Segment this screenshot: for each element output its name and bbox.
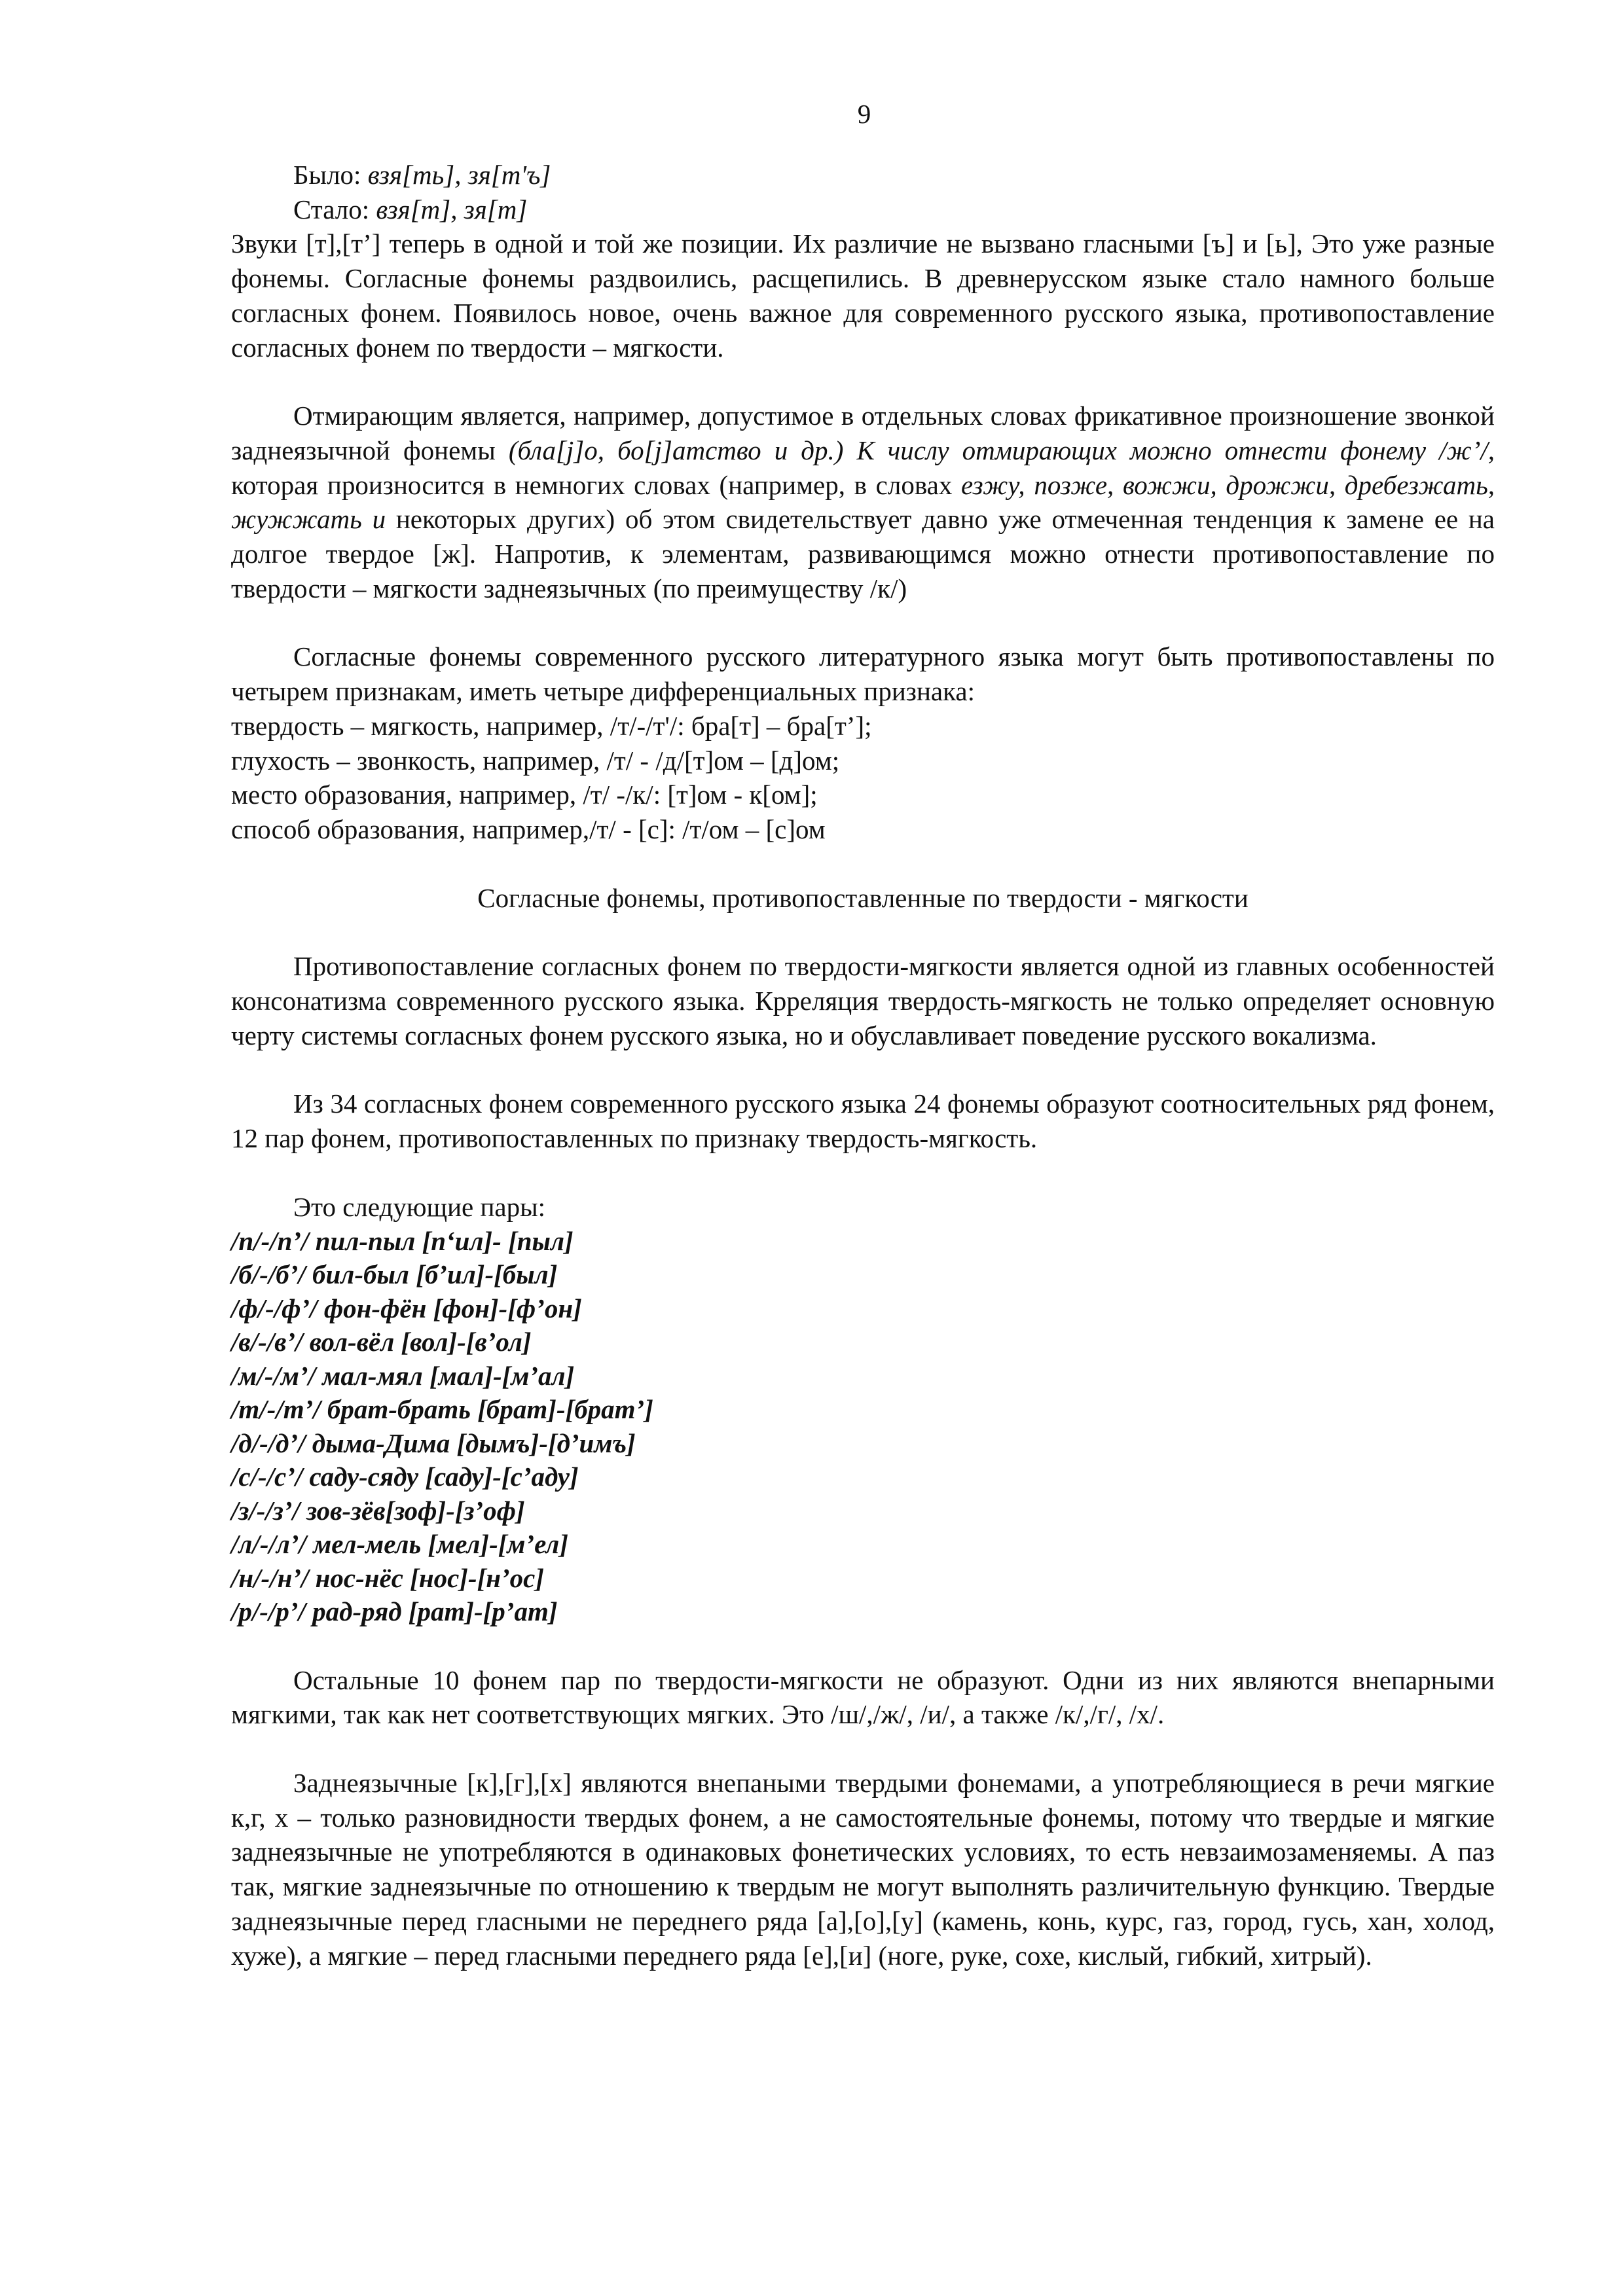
paragraph-5: Из 34 согласных фонем современного русского языка 24 фонемы образуют соотносительных ряд фонем, 12 пар фонем, противопоставленных по признаку твердость-мягкость. [231,1088,1495,1154]
phoneme-pair: /л/-/л’/ мел-мель [мел]-[м’ел] [231,1529,568,1560]
feature-list [231,709,1495,847]
paragraph-2-text-1: Отмирающим является, например, допустимое в отдельных словах фрикативное произношение звонкой заднеязычной фонемы [231,401,1495,465]
feature-line: способ образования, например,/т/ - [с]: /т/ом – [с]ом [231,814,826,844]
phoneme-pair: /ф/-/ф’/ фон-фён [фон]-[ф’он] [231,1293,582,1323]
page-number: 9 [857,99,871,129]
paragraph-6: Остальные 10 фонем пар по твердости-мягкости не образуют. Одни из них являются внепарными мягкими, так как нет соответствующих мягких. Это /ш/,/ж/, /и/, а также /к/,/г/, /х/. [231,1664,1495,1730]
paragraph-3-intro: Согласные фонемы современного русского литературного языка могут быть противопоставлены по четырем признакам, иметь четыре дифференциальных признака: [231,641,1495,707]
feature-line: место образования, например, /т/ -/к/: [т]ом - к[ом]; [231,780,818,810]
paragraph-4: Противопоставление согласных фонем по твердости-мягкости является одной из главных особенностей консонатизма современного русского языка. Крреляция твердость-мягкость не только определяет основную черту системы согласных фонем русского языка, но и обуславливает поведение русского вокализма. [231,951,1495,1050]
phoneme-pair: /н/-/н’/ нос-нёс [нос]-[н’ос] [231,1562,545,1593]
paragraph-2-text-2: которая произносится в немногих словах (например, в словах [231,469,962,500]
after-line [231,192,1495,227]
document-body [231,158,1495,1973]
before-value: взя[ть], зя[т'ъ] [367,160,551,190]
phoneme-pair: /т/-/т’/ брат-брать [брат]-[брат’] [231,1394,653,1425]
phoneme-pairs-list [231,1225,1495,1629]
paragraph-1: Звуки [т],[т’] теперь в одной и той же позиции. Их различие не вызвано гласными [ъ] и [ь], Это уже разные фонемы. Согласные фонемы раздвоились, расщепились. В древнерусском языке стало намного больше согласных фонем. Появилось новое, очень важное для современного русского языка, противопоставление согласных фонем по твердости – мягкости. [231,228,1495,363]
paragraph-2-italic-2: езжу, позже, вожжи, дрожжи, дребезжать, жужжать и [231,469,1495,535]
before-label: Было: [293,160,368,190]
before-line [231,158,1495,192]
pairs-intro: Это следующие пары: [293,1191,546,1222]
phoneme-pair: /р/-/р’/ рад-ряд [рат]-[р’ат] [231,1596,558,1627]
phoneme-pair: /с/-/с’/ саду-сяду [саду]-[с’аду] [231,1462,579,1492]
feature-line: твердость – мягкость, например, /т/-/т'/: бра[т] – бра[т’]; [231,710,872,741]
after-value: взя[т], зя[т] [376,194,528,224]
paragraph-2 [231,399,1495,605]
paragraph-7: Заднеязычные [к],[г],[х] являются внепаными твердыми фонемами, а употребляющиеся в речи мягкие к,г, х – только разновидности твердых фонем, а не самостоятельные фонемы, потому что твердые и мягкие заднеязычные не употребляются в одинаковых фонетических условиях, то есть невзаимозаменяемы. А паз так, мягкие заднеязычные по отношению к твердым не могут выполнять различительную функцию. Твердые заднеязычные перед гласными не переднего ряда [а],[о],[у] (камень, конь, курс, газ, город, гусь, хан, холод, хуже), а мягкие – перед гласными переднего ряда [е],[и] (ноге, руке, сохе, кислый, гибкий, хитрый). [231,1767,1495,1971]
phoneme-pair: /п/-/п’/ пил-пыл [п‘ил]- [пыл] [231,1225,574,1256]
phoneme-pair: /з/-/з’/ зов-зёв[зоф]-[з’оф] [231,1495,525,1526]
feature-line: глухость – звонкость, например, /т/ - /д/[т]ом – [д]ом; [231,745,840,776]
phoneme-pair: /б/-/б’/ бил-был [б’ил]-[был] [231,1259,558,1290]
paragraph-2-italic-1: (бла[j]о, бо[j]атство и др.) К числу отмирающих можно отнести фонему /ж’/, [508,435,1495,465]
phoneme-pair: /д/-/д’/ дыма-Дима [дымъ]-[д’имъ] [231,1427,636,1458]
phoneme-pair: /в/-/в’/ вол-вёл [вол]-[в’ол] [231,1327,532,1357]
phoneme-pair: /м/-/м’/ мал-мял [мал]-[м’ал] [231,1360,575,1391]
section-heading: Согласные фонемы, противопоставленные по твердости - мягкости [477,882,1249,913]
after-label: Стало: [293,194,376,224]
paragraph-2-text-3: некоторых других) об этом свидетельствует давно уже отмеченная тенденция к замене ее на долгое твердое [ж]. Напротив, к элементам, развивающимся можно отнести противопоставление по твердости – мягкости заднеязычных (по преимуществу /к/) [231,504,1495,603]
